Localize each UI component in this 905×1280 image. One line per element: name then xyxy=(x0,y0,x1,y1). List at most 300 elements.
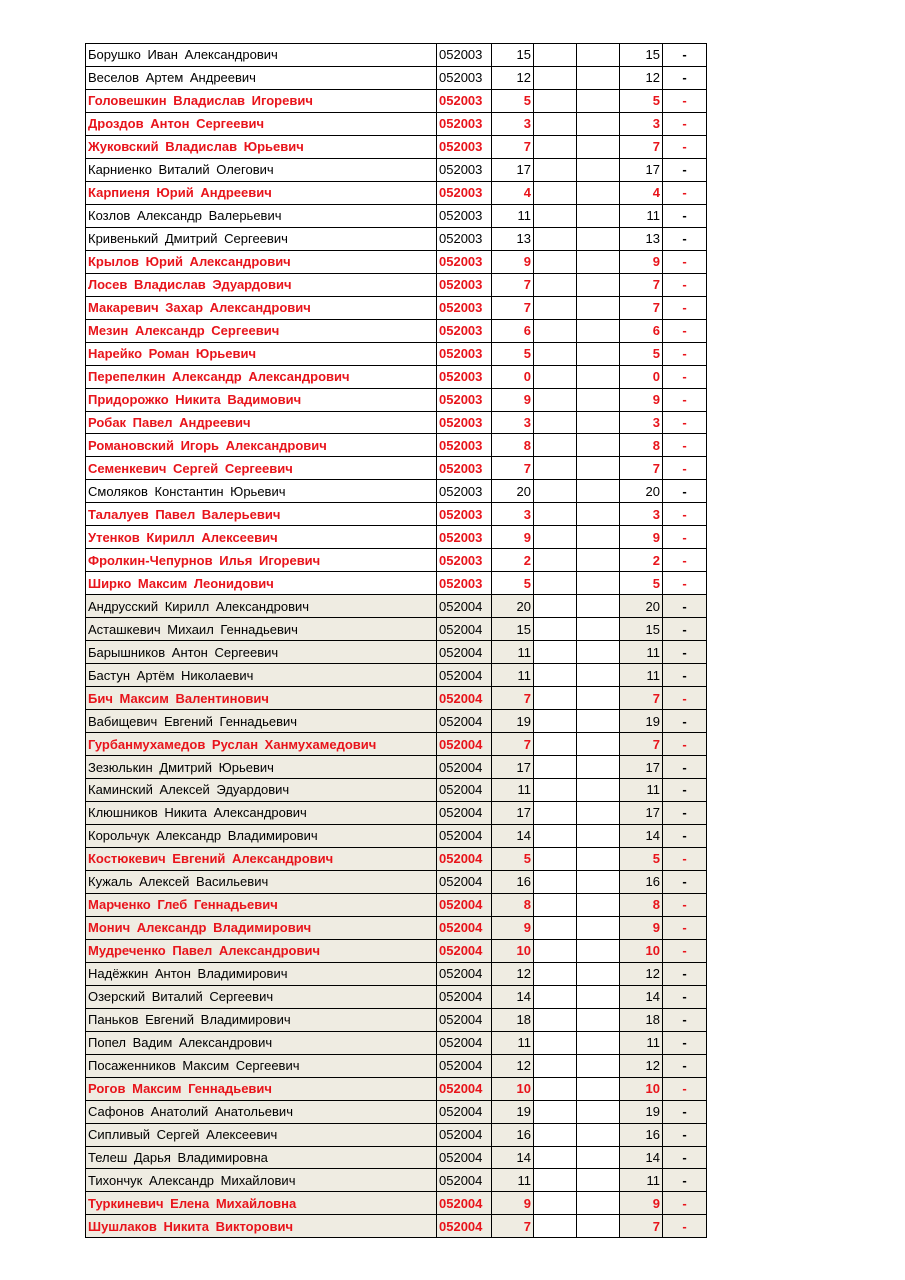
score-cell: 2 xyxy=(492,549,534,572)
score-cell: 6 xyxy=(492,319,534,342)
empty-cell xyxy=(577,1192,620,1215)
grades-table xyxy=(85,43,707,1238)
empty-cell xyxy=(577,1077,620,1100)
total-cell: 8 xyxy=(620,893,663,916)
empty-cell xyxy=(577,503,620,526)
score-cell: 20 xyxy=(492,480,534,503)
score-cell: 7 xyxy=(492,273,534,296)
mark-cell: - xyxy=(663,411,707,434)
mark-cell: - xyxy=(663,181,707,204)
score-cell: 18 xyxy=(492,1008,534,1031)
empty-cell xyxy=(534,824,577,847)
empty-cell xyxy=(534,618,577,641)
group-number-cell: 052003 xyxy=(437,480,492,503)
mark-cell: - xyxy=(663,66,707,89)
total-cell: 12 xyxy=(620,962,663,985)
score-cell: 12 xyxy=(492,66,534,89)
score-cell: 7 xyxy=(492,296,534,319)
total-cell: 5 xyxy=(620,342,663,365)
student-name-cell: Бич Максим Валентинович xyxy=(86,687,437,710)
student-name-cell: Кривенький Дмитрий Сергеевич xyxy=(86,227,437,250)
student-name-cell: Барышников Антон Сергеевич xyxy=(86,641,437,664)
table-row xyxy=(86,1008,707,1031)
student-name-cell: Мудреченко Павел Александрович xyxy=(86,939,437,962)
student-name-cell: Семенкевич Сергей Сергеевич xyxy=(86,457,437,480)
empty-cell xyxy=(577,756,620,779)
group-number-cell: 052004 xyxy=(437,1192,492,1215)
total-cell: 7 xyxy=(620,687,663,710)
score-cell: 17 xyxy=(492,756,534,779)
mark-cell: - xyxy=(663,1123,707,1146)
empty-cell xyxy=(577,319,620,342)
score-cell: 12 xyxy=(492,962,534,985)
table-row xyxy=(86,1215,707,1238)
score-cell: 15 xyxy=(492,44,534,67)
score-cell: 9 xyxy=(492,526,534,549)
table-row xyxy=(86,296,707,319)
student-name-cell: Корольчук Александр Владимирович xyxy=(86,824,437,847)
group-number-cell: 052004 xyxy=(437,801,492,824)
empty-cell xyxy=(534,1031,577,1054)
mark-cell: - xyxy=(663,1054,707,1077)
score-cell: 7 xyxy=(492,733,534,756)
empty-cell xyxy=(534,801,577,824)
group-number-cell: 052003 xyxy=(437,342,492,365)
empty-cell xyxy=(534,204,577,227)
mark-cell: - xyxy=(663,962,707,985)
mark-cell: - xyxy=(663,618,707,641)
empty-cell xyxy=(577,801,620,824)
group-number-cell: 052003 xyxy=(437,135,492,158)
mark-cell: - xyxy=(663,664,707,687)
total-cell: 11 xyxy=(620,779,663,802)
mark-cell: - xyxy=(663,870,707,893)
mark-cell: - xyxy=(663,595,707,618)
empty-cell xyxy=(534,756,577,779)
student-name-cell: Паньков Евгений Владимирович xyxy=(86,1008,437,1031)
mark-cell: - xyxy=(663,549,707,572)
empty-cell xyxy=(577,572,620,595)
mark-cell: - xyxy=(663,365,707,388)
table-row xyxy=(86,44,707,67)
empty-cell xyxy=(577,710,620,733)
score-cell: 11 xyxy=(492,664,534,687)
student-name-cell: Клюшников Никита Александрович xyxy=(86,801,437,824)
empty-cell xyxy=(534,227,577,250)
student-name-cell: Жуковский Владислав Юрьевич xyxy=(86,135,437,158)
score-cell: 7 xyxy=(492,457,534,480)
student-name-cell: Нарейко Роман Юрьевич xyxy=(86,342,437,365)
group-number-cell: 052003 xyxy=(437,66,492,89)
student-name-cell: Монич Александр Владимирович xyxy=(86,916,437,939)
group-number-cell: 052003 xyxy=(437,112,492,135)
empty-cell xyxy=(577,457,620,480)
table-row xyxy=(86,824,707,847)
table-row xyxy=(86,1192,707,1215)
student-name-cell: Тихончук Александр Михайлович xyxy=(86,1169,437,1192)
group-number-cell: 052004 xyxy=(437,779,492,802)
score-cell: 11 xyxy=(492,204,534,227)
table-row xyxy=(86,434,707,457)
score-cell: 16 xyxy=(492,1123,534,1146)
empty-cell xyxy=(534,480,577,503)
empty-cell xyxy=(577,227,620,250)
student-name-cell: Гурбанмухамедов Руслан Ханмухамедович xyxy=(86,733,437,756)
student-name-cell: Мезин Александр Сергеевич xyxy=(86,319,437,342)
mark-cell: - xyxy=(663,1192,707,1215)
score-cell: 10 xyxy=(492,939,534,962)
group-number-cell: 052004 xyxy=(437,893,492,916)
empty-cell xyxy=(577,342,620,365)
empty-cell xyxy=(534,1192,577,1215)
student-name-cell: Андрусский Кирилл Александрович xyxy=(86,595,437,618)
empty-cell xyxy=(534,1008,577,1031)
group-number-cell: 052003 xyxy=(437,89,492,112)
group-number-cell: 052004 xyxy=(437,687,492,710)
mark-cell: - xyxy=(663,572,707,595)
table-row xyxy=(86,710,707,733)
mark-cell: - xyxy=(663,273,707,296)
mark-cell: - xyxy=(663,480,707,503)
empty-cell xyxy=(577,733,620,756)
student-name-cell: Шушлаков Никита Викторович xyxy=(86,1215,437,1238)
empty-cell xyxy=(577,779,620,802)
empty-cell xyxy=(577,870,620,893)
empty-cell xyxy=(577,296,620,319)
table-row xyxy=(86,618,707,641)
mark-cell: - xyxy=(663,710,707,733)
student-name-cell: Марченко Глеб Геннадьевич xyxy=(86,893,437,916)
score-cell: 3 xyxy=(492,411,534,434)
group-number-cell: 052004 xyxy=(437,618,492,641)
group-number-cell: 052003 xyxy=(437,273,492,296)
group-number-cell: 052004 xyxy=(437,1123,492,1146)
student-name-cell: Лосев Владислав Эдуардович xyxy=(86,273,437,296)
total-cell: 9 xyxy=(620,250,663,273)
score-cell: 12 xyxy=(492,1054,534,1077)
empty-cell xyxy=(577,66,620,89)
student-name-cell: Смоляков Константин Юрьевич xyxy=(86,480,437,503)
table-row xyxy=(86,66,707,89)
empty-cell xyxy=(534,641,577,664)
total-cell: 10 xyxy=(620,939,663,962)
group-number-cell: 052003 xyxy=(437,227,492,250)
empty-cell xyxy=(534,893,577,916)
table-row xyxy=(86,1169,707,1192)
score-cell: 5 xyxy=(492,89,534,112)
table-row xyxy=(86,1077,707,1100)
group-number-cell: 052003 xyxy=(437,158,492,181)
empty-cell xyxy=(534,135,577,158)
mark-cell: - xyxy=(663,847,707,870)
empty-cell xyxy=(534,1146,577,1169)
empty-cell xyxy=(577,939,620,962)
empty-cell xyxy=(577,480,620,503)
group-number-cell: 052003 xyxy=(437,411,492,434)
empty-cell xyxy=(577,824,620,847)
student-name-cell: Крылов Юрий Александрович xyxy=(86,250,437,273)
empty-cell xyxy=(577,44,620,67)
score-cell: 0 xyxy=(492,365,534,388)
table-row xyxy=(86,664,707,687)
score-cell: 17 xyxy=(492,158,534,181)
group-number-cell: 052004 xyxy=(437,1054,492,1077)
score-cell: 7 xyxy=(492,1215,534,1238)
group-number-cell: 052003 xyxy=(437,181,492,204)
student-name-cell: Рогов Максим Геннадьевич xyxy=(86,1077,437,1100)
student-name-cell: Козлов Александр Валерьевич xyxy=(86,204,437,227)
total-cell: 19 xyxy=(620,1100,663,1123)
table-row xyxy=(86,985,707,1008)
group-number-cell: 052004 xyxy=(437,962,492,985)
empty-cell xyxy=(577,365,620,388)
group-number-cell: 052003 xyxy=(437,572,492,595)
table-row xyxy=(86,801,707,824)
empty-cell xyxy=(577,962,620,985)
table-row xyxy=(86,411,707,434)
empty-cell xyxy=(534,710,577,733)
score-cell: 7 xyxy=(492,687,534,710)
total-cell: 5 xyxy=(620,89,663,112)
empty-cell xyxy=(577,250,620,273)
empty-cell xyxy=(534,181,577,204)
total-cell: 11 xyxy=(620,1169,663,1192)
empty-cell xyxy=(534,319,577,342)
group-number-cell: 052004 xyxy=(437,985,492,1008)
total-cell: 14 xyxy=(620,985,663,1008)
student-name-cell: Веселов Артем Андреевич xyxy=(86,66,437,89)
score-cell: 11 xyxy=(492,1169,534,1192)
table-row xyxy=(86,480,707,503)
group-number-cell: 052004 xyxy=(437,756,492,779)
total-cell: 15 xyxy=(620,618,663,641)
empty-cell xyxy=(534,985,577,1008)
total-cell: 0 xyxy=(620,365,663,388)
empty-cell xyxy=(577,847,620,870)
table-row xyxy=(86,847,707,870)
empty-cell xyxy=(534,44,577,67)
group-number-cell: 052004 xyxy=(437,1077,492,1100)
mark-cell: - xyxy=(663,893,707,916)
total-cell: 16 xyxy=(620,870,663,893)
empty-cell xyxy=(577,158,620,181)
empty-cell xyxy=(534,296,577,319)
student-name-cell: Посаженников Максим Сергеевич xyxy=(86,1054,437,1077)
student-name-cell: Кужаль Алексей Васильевич xyxy=(86,870,437,893)
total-cell: 14 xyxy=(620,1146,663,1169)
empty-cell xyxy=(534,250,577,273)
group-number-cell: 052004 xyxy=(437,870,492,893)
mark-cell: - xyxy=(663,204,707,227)
student-name-cell: Талалуев Павел Валерьевич xyxy=(86,503,437,526)
table-row xyxy=(86,870,707,893)
table-row xyxy=(86,135,707,158)
total-cell: 2 xyxy=(620,549,663,572)
group-number-cell: 052003 xyxy=(437,204,492,227)
table-row xyxy=(86,319,707,342)
mark-cell: - xyxy=(663,1008,707,1031)
empty-cell xyxy=(577,434,620,457)
student-name-cell: Перепелкин Александр Александрович xyxy=(86,365,437,388)
total-cell: 6 xyxy=(620,319,663,342)
table-row xyxy=(86,457,707,480)
empty-cell xyxy=(577,1123,620,1146)
empty-cell xyxy=(534,916,577,939)
empty-cell xyxy=(577,1008,620,1031)
score-cell: 20 xyxy=(492,595,534,618)
student-name-cell: Ширко Максим Леонидович xyxy=(86,572,437,595)
empty-cell xyxy=(534,1123,577,1146)
student-name-cell: Макаревич Захар Александрович xyxy=(86,296,437,319)
mark-cell: - xyxy=(663,916,707,939)
table-row xyxy=(86,939,707,962)
table-row xyxy=(86,549,707,572)
total-cell: 8 xyxy=(620,434,663,457)
table-row xyxy=(86,1123,707,1146)
empty-cell xyxy=(577,595,620,618)
empty-cell xyxy=(577,1100,620,1123)
mark-cell: - xyxy=(663,779,707,802)
student-name-cell: Дроздов Антон Сергеевич xyxy=(86,112,437,135)
total-cell: 9 xyxy=(620,526,663,549)
empty-cell xyxy=(534,388,577,411)
student-name-cell: Бастун Артём Николаевич xyxy=(86,664,437,687)
mark-cell: - xyxy=(663,985,707,1008)
mark-cell: - xyxy=(663,457,707,480)
table-row xyxy=(86,1146,707,1169)
mark-cell: - xyxy=(663,388,707,411)
table-row xyxy=(86,89,707,112)
empty-cell xyxy=(534,158,577,181)
score-cell: 17 xyxy=(492,801,534,824)
total-cell: 3 xyxy=(620,411,663,434)
empty-cell xyxy=(534,595,577,618)
mark-cell: - xyxy=(663,1100,707,1123)
group-number-cell: 052004 xyxy=(437,595,492,618)
empty-cell xyxy=(577,112,620,135)
mark-cell: - xyxy=(663,89,707,112)
empty-cell xyxy=(534,89,577,112)
score-cell: 5 xyxy=(492,572,534,595)
score-cell: 19 xyxy=(492,1100,534,1123)
group-number-cell: 052003 xyxy=(437,365,492,388)
score-cell: 4 xyxy=(492,181,534,204)
table-row xyxy=(86,916,707,939)
empty-cell xyxy=(577,1146,620,1169)
total-cell: 7 xyxy=(620,457,663,480)
mark-cell: - xyxy=(663,342,707,365)
empty-cell xyxy=(577,135,620,158)
mark-cell: - xyxy=(663,503,707,526)
mark-cell: - xyxy=(663,1215,707,1238)
mark-cell: - xyxy=(663,1169,707,1192)
table-row xyxy=(86,1054,707,1077)
total-cell: 3 xyxy=(620,503,663,526)
group-number-cell: 052004 xyxy=(437,710,492,733)
total-cell: 5 xyxy=(620,847,663,870)
table-row xyxy=(86,158,707,181)
mark-cell: - xyxy=(663,1146,707,1169)
empty-cell xyxy=(534,342,577,365)
score-cell: 14 xyxy=(492,985,534,1008)
score-cell: 13 xyxy=(492,227,534,250)
empty-cell xyxy=(534,1054,577,1077)
group-number-cell: 052004 xyxy=(437,733,492,756)
score-cell: 9 xyxy=(492,916,534,939)
empty-cell xyxy=(534,572,577,595)
table-row xyxy=(86,687,707,710)
student-name-cell: Озерский Виталий Сергеевич xyxy=(86,985,437,1008)
empty-cell xyxy=(577,549,620,572)
empty-cell xyxy=(577,893,620,916)
total-cell: 16 xyxy=(620,1123,663,1146)
empty-cell xyxy=(577,204,620,227)
student-name-cell: Карпиеня Юрий Андреевич xyxy=(86,181,437,204)
group-number-cell: 052003 xyxy=(437,457,492,480)
mark-cell: - xyxy=(663,227,707,250)
group-number-cell: 052004 xyxy=(437,1100,492,1123)
score-cell: 11 xyxy=(492,641,534,664)
empty-cell xyxy=(577,985,620,1008)
group-number-cell: 052004 xyxy=(437,1169,492,1192)
score-cell: 5 xyxy=(492,342,534,365)
group-number-cell: 052003 xyxy=(437,250,492,273)
total-cell: 9 xyxy=(620,916,663,939)
total-cell: 15 xyxy=(620,44,663,67)
student-name-cell: Сафонов Анатолий Анатольевич xyxy=(86,1100,437,1123)
student-name-cell: Романовский Игорь Александрович xyxy=(86,434,437,457)
total-cell: 17 xyxy=(620,158,663,181)
empty-cell xyxy=(577,388,620,411)
grades-table-body xyxy=(86,44,707,1238)
empty-cell xyxy=(534,66,577,89)
empty-cell xyxy=(534,457,577,480)
score-cell: 3 xyxy=(492,112,534,135)
empty-cell xyxy=(534,779,577,802)
score-cell: 9 xyxy=(492,388,534,411)
empty-cell xyxy=(577,411,620,434)
student-name-cell: Борушко Иван Александрович xyxy=(86,44,437,67)
total-cell: 12 xyxy=(620,66,663,89)
student-name-cell: Туркиневич Елена Михайловна xyxy=(86,1192,437,1215)
empty-cell xyxy=(577,641,620,664)
total-cell: 4 xyxy=(620,181,663,204)
table-row xyxy=(86,227,707,250)
empty-cell xyxy=(577,916,620,939)
score-cell: 3 xyxy=(492,503,534,526)
total-cell: 12 xyxy=(620,1054,663,1077)
group-number-cell: 052003 xyxy=(437,319,492,342)
group-number-cell: 052004 xyxy=(437,1215,492,1238)
group-number-cell: 052003 xyxy=(437,388,492,411)
total-cell: 14 xyxy=(620,824,663,847)
group-number-cell: 052003 xyxy=(437,44,492,67)
student-name-cell: Сипливый Сергей Алексеевич xyxy=(86,1123,437,1146)
table-row xyxy=(86,779,707,802)
mark-cell: - xyxy=(663,1031,707,1054)
table-row xyxy=(86,388,707,411)
total-cell: 11 xyxy=(620,1031,663,1054)
empty-cell xyxy=(534,411,577,434)
group-number-cell: 052004 xyxy=(437,1031,492,1054)
group-number-cell: 052003 xyxy=(437,296,492,319)
table-row xyxy=(86,595,707,618)
total-cell: 13 xyxy=(620,227,663,250)
empty-cell xyxy=(534,434,577,457)
mark-cell: - xyxy=(663,641,707,664)
empty-cell xyxy=(577,1031,620,1054)
score-cell: 10 xyxy=(492,1077,534,1100)
